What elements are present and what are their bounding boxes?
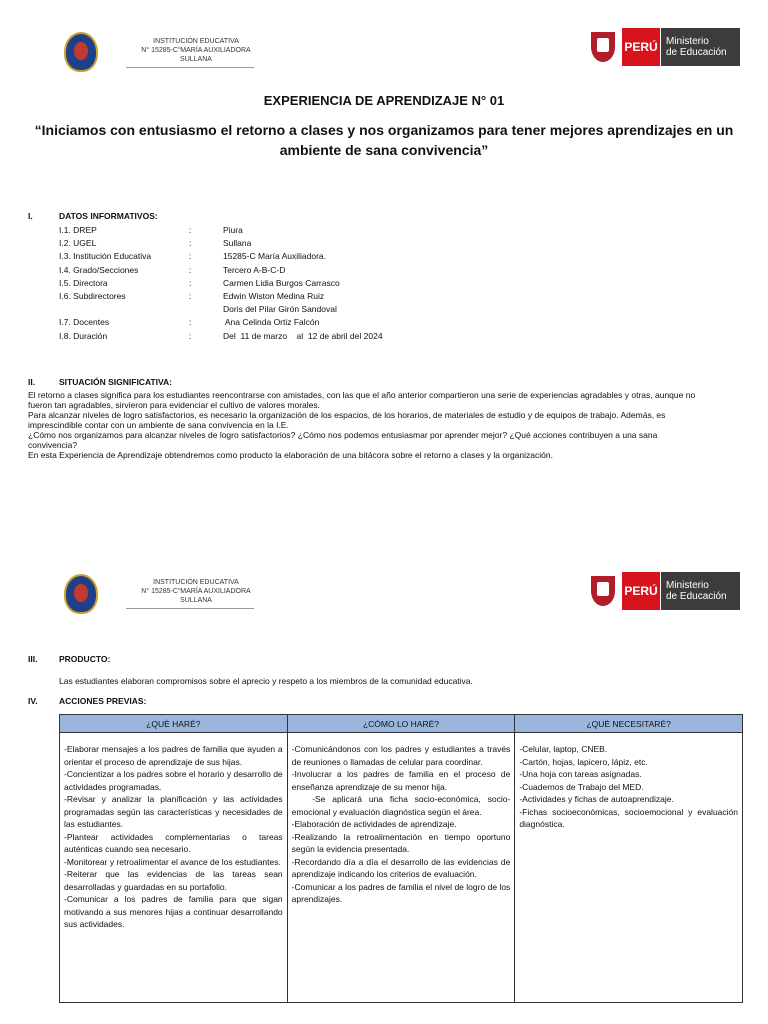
- section-4-number: IV.: [28, 696, 38, 706]
- section-3-number: III.: [28, 654, 38, 664]
- cell-line: -Cuadernos de Trabajo del MED.: [519, 781, 644, 792]
- table-cell-what: [60, 733, 288, 1003]
- school-crest-icon: [64, 574, 98, 614]
- cell-line: -Involucrar a los padres de familia en el proceso de enseñanza aprendizaje de su menor hija.: [291, 769, 513, 792]
- info-value: 15285-C María Auxiliadora.: [223, 251, 327, 262]
- info-separator: :: [189, 277, 192, 288]
- section-4-heading: ACCIONES PREVIAS:: [59, 696, 147, 706]
- info-value: Tercero A-B-C-D: [223, 264, 286, 275]
- cell-line: -Elaborar mensajes a los padres de familia que ayuden a orientar el proceso de aprendizaje de sus hijas.: [64, 744, 286, 767]
- table-cell-need: [515, 733, 743, 1003]
- info-separator: :: [189, 264, 192, 275]
- document-subtitle: “Iniciamos con entusiasmo el retorno a clases y nos organizamos para tener mejores aprendizajes en un ambiente de sana convivencia”: [34, 122, 734, 158]
- info-row: [59, 224, 459, 237]
- info-label: I.2. UGEL: [59, 238, 97, 249]
- section-1-number: I.: [28, 211, 33, 221]
- cell-line: -Comunicar a los padres de familia el nivel de logro de los aprendizajes.: [291, 881, 513, 904]
- info-row: [59, 290, 459, 303]
- header-divider: [126, 608, 254, 609]
- peru-label: PERÚ: [622, 28, 660, 66]
- info-label: I.4. Grado/Secciones: [59, 264, 139, 275]
- section-2-heading: SITUACIÓN SIGNIFICATIVA:: [59, 377, 173, 387]
- info-value: Piura: [223, 225, 243, 235]
- table-header-row: [60, 715, 743, 733]
- cell-line: -Elaboración de actividades de aprendizaje.: [291, 819, 457, 829]
- section-2-number: II.: [28, 377, 36, 387]
- info-row: [59, 303, 459, 316]
- peru-shield-icon: [591, 576, 615, 606]
- peru-label: PERÚ: [622, 572, 660, 610]
- section-3-heading: PRODUCTO:: [59, 654, 111, 664]
- info-separator: :: [189, 290, 192, 301]
- info-separator: :: [189, 330, 192, 341]
- page-header-1: [0, 0, 768, 80]
- table-header-cell: ¿QUÉ NECESITARÉ?: [515, 715, 743, 733]
- cell-line: -Plantear actividades complementarias o tareas auténticas cuando sea necesario.: [64, 831, 286, 854]
- info-row: [59, 316, 459, 329]
- info-row: [59, 237, 459, 250]
- cell-line: -Concientizar a los padres sobre el horario y desarrollo de actividades programadas.: [64, 769, 286, 792]
- cell-line: -Actividades y fichas de autoaprendizaje.: [519, 794, 674, 804]
- cell-line: -Celular, laptop, CNEB.: [519, 744, 608, 754]
- actions-table: [59, 714, 743, 1003]
- table-header-cell: ¿CÓMO LO HARÉ?: [287, 715, 515, 733]
- school-crest-icon: [64, 32, 98, 72]
- info-label: I.8. Duración: [59, 330, 108, 341]
- info-row: [59, 264, 459, 277]
- info-value: Ana Celinda Ortiz Falcón: [223, 317, 320, 328]
- info-value: Sullana: [223, 238, 252, 249]
- institution-name: INSTITUCIÓN EDUCATIVA N° 15285-C“MARÍA AUXILIADORA SULLANA: [141, 579, 251, 604]
- product-text: Las estudiantes elaboran compromisos sobre el aprecio y respeto a los miembros de la comunidad educativa.: [59, 676, 473, 686]
- document-title: EXPERIENCIA DE APRENDIZAJE N° 01: [263, 93, 505, 108]
- table-header-cell: ¿QUÉ HARÉ?: [60, 715, 288, 733]
- table-row: [60, 733, 743, 1003]
- cell-line: -Se aplicará una ficha socio-económica, socio-emocional y evaluación diagnóstica según el área.: [291, 794, 511, 817]
- info-label: I.5. Directora: [59, 277, 108, 288]
- info-value: Edwin Wiston Medina Ruiz: [223, 290, 325, 301]
- institution-name: INSTITUCIÓN EDUCATIVA N° 15285-C“MARÍA AUXILIADORA SULLANA: [141, 38, 251, 63]
- cell-line: -Cartón, hojas, lapicero, lápiz, etc.: [519, 756, 648, 767]
- cell-line: -Revisar y analizar la planificación y las actividades programadas según las características y necesidades de las estudiantes.: [64, 794, 286, 829]
- info-row: [59, 250, 459, 263]
- page-header-2: [0, 550, 768, 630]
- info-value: Carmen Lidia Burgos Carrasco: [223, 277, 340, 288]
- cell-line: -Comunicándonos con los padres y estudiantes a través de reuniones o llamadas de celular para coordinar.: [291, 744, 513, 767]
- table-cell-how: [287, 733, 515, 1003]
- info-label: I.7. Docentes: [59, 317, 110, 328]
- cell-line: -Fichas socioeconómicas, socioemocional y evaluación diagnóstica.: [519, 806, 741, 829]
- cell-line: -Recordando día a día el desarrollo de las evidencias de aprendizaje indicando los criterios de evaluación.: [291, 856, 513, 879]
- info-row: [59, 330, 459, 343]
- info-value: Doris del Pilar Girón Sandoval: [223, 304, 337, 315]
- cell-line: -Monitorear y retroalimentar el avance de los estudiantes.: [64, 856, 281, 867]
- cell-line: -Realizando la retroalimentación en tiempo oportuno según la evidencia presentada.: [291, 831, 513, 854]
- peru-shield-icon: [591, 32, 615, 62]
- info-separator: :: [189, 225, 192, 235]
- info-label: I.6. Subdirectores: [59, 290, 126, 301]
- info-value: Del 11 de marzo al 12 de abril del 2024: [223, 330, 383, 341]
- info-table: [59, 224, 459, 343]
- info-label: I.3. Institución Educativa: [59, 251, 152, 262]
- info-label: I.1. DREP: [59, 225, 97, 235]
- situation-paragraph: El retorno a clases significa para los estudiantes reencontrarse con amistades, con las que el año anterior compartieron una serie de experiencias agradables y otras, aunque no fueron tan agradables, sirvieron para evidenciar el cultivo de valores morales. Para alcanzar niveles de logro satisfactorios, es necesario la organización de los espacios, de los horarios, de materiales de estudio y de equipos de trabajo. Además, es imprescindible contar con un ambiente de sana convivencia en la I.E. ¿Cómo nos organizamos para alcanzar niveles de logro satisfactorios? ¿Cómo nos podemos entusiasmar por aprender mejor? ¿Qué acciones contribuyen a una sana convivencia? En esta Experiencia de Aprendizaje obtendremos como producto la elaboración de una bitácora sobre el retorno a clases y la organización.: [28, 390, 696, 460]
- info-separator: :: [189, 238, 192, 249]
- ministry-label: Ministerio de Educación: [661, 28, 740, 66]
- cell-line: -Comunicar a los padres de familia para que sigan motivando a sus menores hijas a continuar desarrollando sus actividades.: [64, 894, 286, 929]
- info-separator: :: [189, 251, 192, 262]
- info-row: [59, 277, 459, 290]
- cell-line: -Reiterar que las evidencias de las tareas sean desarrolladas y guardadas en su portafolio.: [64, 869, 286, 892]
- section-1-heading: DATOS INFORMATIVOS:: [59, 211, 158, 221]
- cell-line: -Una hoja con tareas asignadas.: [519, 769, 642, 779]
- ministry-label: Ministerio de Educación: [661, 572, 740, 610]
- info-separator: :: [189, 317, 192, 328]
- header-divider: [126, 67, 254, 68]
